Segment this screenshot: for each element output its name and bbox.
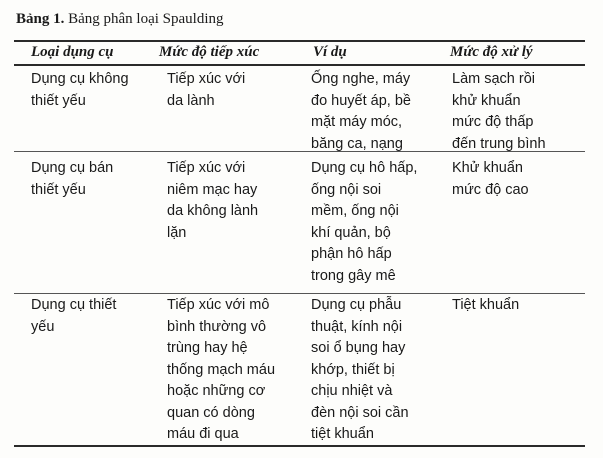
cell-contact-level: Tiếp xúc với da lành	[167, 71, 246, 109]
table-bottom-rule	[14, 445, 585, 447]
cell-device-type: Dụng cụ không thiết yếu	[31, 71, 129, 109]
cell-contact-level: Tiếp xúc với niêm mạc hay da không lành lặn	[167, 160, 259, 241]
table-caption	[16, 10, 224, 28]
header-contact-level: Mức độ tiếp xúc	[159, 44, 260, 60]
cell-processing-level: Tiệt khuẩn	[452, 297, 520, 313]
cell-device-type: Dụng cụ bán thiết yếu	[31, 160, 114, 198]
table-header-rule	[14, 64, 585, 66]
table-caption-title: Bảng phân loại Spaulding	[64, 11, 224, 27]
cell-examples: Dụng cụ hô hấp, ống nội soi mềm, ống nội khí quản, bộ phận hô hấp trong gây mê	[311, 160, 418, 284]
cell-contact-level: Tiếp xúc với mô bình thường vô trùng hay hệ thống mạch máu hoặc những cơ quan có dòng máu đi qua	[167, 297, 276, 442]
cell-processing-level: Khử khuẩn mức độ cao	[452, 160, 529, 198]
cell-examples: Dụng cụ phẫu thuật, kính nội soi ổ bụng hay khớp, thiết bị chịu nhiệt và đèn nội soi cần tiệt khuẩn	[311, 297, 409, 442]
table-top-rule	[14, 40, 585, 42]
row-divider	[14, 293, 585, 294]
header-device-type: Loại dụng cụ	[31, 44, 114, 60]
cell-examples: Ống nghe, máy đo huyết áp, bề mặt máy móc, băng ca, nạng	[311, 71, 411, 152]
header-examples: Ví dụ	[313, 44, 347, 60]
header-processing-level: Mức độ xử lý	[450, 44, 533, 60]
cell-processing-level: Làm sạch rồi khử khuẩn mức độ thấp đến trung bình	[452, 71, 546, 152]
row-divider	[14, 151, 585, 152]
cell-device-type: Dụng cụ thiết yếu	[31, 297, 117, 335]
table-caption-label: Bảng 1.	[16, 11, 65, 27]
